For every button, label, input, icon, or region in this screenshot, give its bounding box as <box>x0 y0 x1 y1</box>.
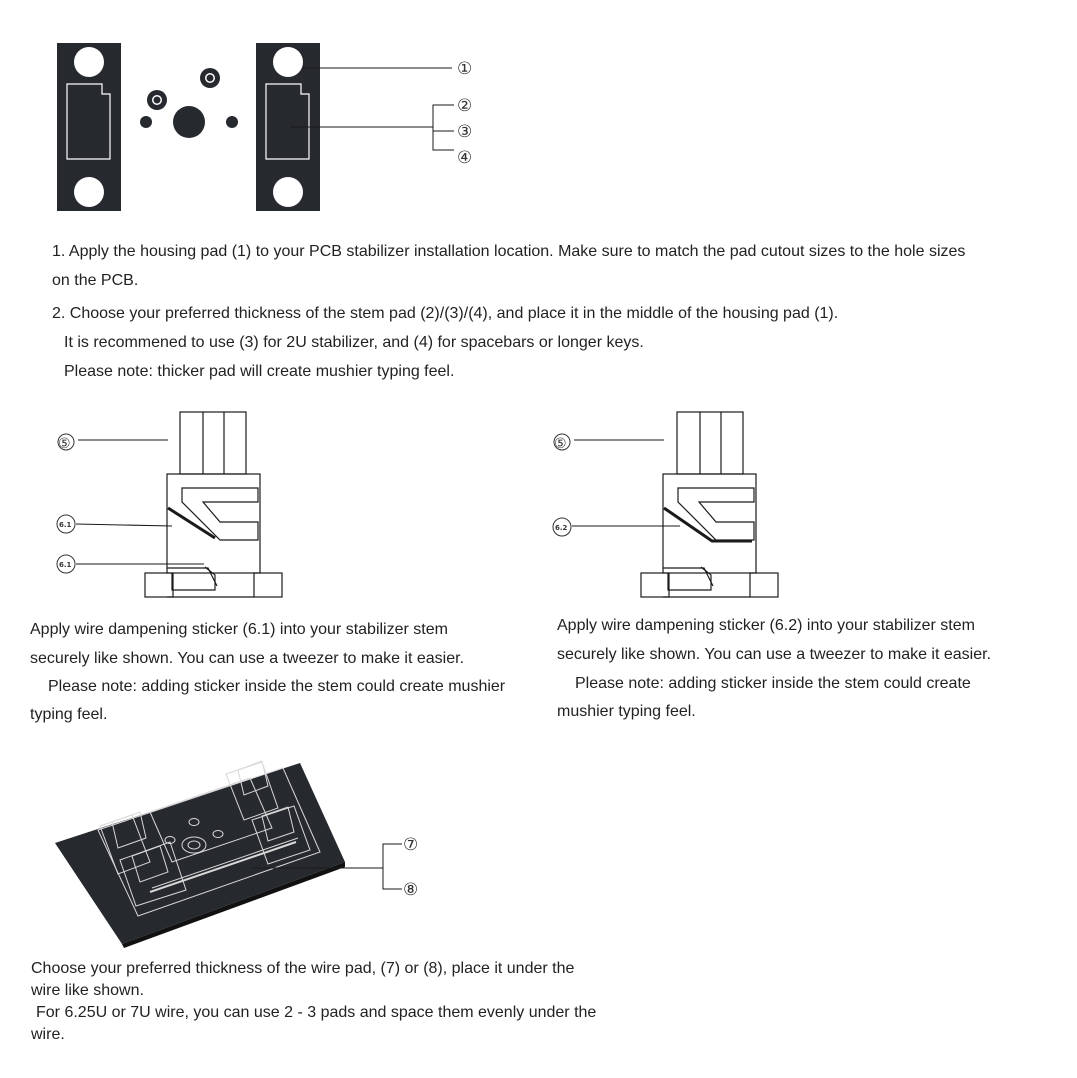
step1-line1: 1. Apply the housing pad (1) to your PCB stabilizer installation location. Make sure to match the pad cutout sizes to the hole sizes <box>52 243 966 260</box>
callout-1: ① <box>457 59 473 79</box>
step3-line2: wire like shown. <box>31 982 144 999</box>
callout-6-1-upper: 6.1 <box>59 521 72 529</box>
callout-3: ③ <box>457 122 473 142</box>
callout-7: ⑦ <box>403 835 419 855</box>
right-caption-line1: Apply wire dampening sticker (6.2) into your stabilizer stem <box>557 617 975 634</box>
step1-line2: on the PCB. <box>52 272 139 289</box>
step3-line4: wire. <box>31 1026 65 1043</box>
left-caption-line1: Apply wire dampening sticker (6.1) into your stabilizer stem <box>30 621 448 638</box>
right-caption-line4: mushier typing feel. <box>557 703 696 720</box>
left-caption-line3: Please note: adding sticker inside the stem could create mushier <box>48 678 506 695</box>
step2-line2: It is recommened to use (3) for 2U stabilizer, and (4) for spacebars or longer keys. <box>64 334 644 351</box>
callout-6-1-lower: 6.1 <box>59 561 72 569</box>
pcb-board <box>55 763 345 948</box>
step2-line3: Please note: thicker pad will create mushier typing feel. <box>64 363 455 380</box>
left-caption-line4: typing feel. <box>30 706 108 723</box>
step2-line1: 2. Choose your preferred thickness of the stem pad (2)/(3)/(4), and place it in the middle of the housing pad (1). <box>52 305 839 322</box>
callout-2: ② <box>457 96 473 116</box>
callout-6-2: 6.2 <box>555 524 568 532</box>
callout-8: ⑧ <box>403 880 419 900</box>
callout-5-right: ⑤ <box>554 436 567 452</box>
step3-line3: For 6.25U or 7U wire, you can use 2 - 3 pads and space them evenly under the <box>36 1004 597 1021</box>
callout-5-left: ⑤ <box>58 436 71 452</box>
right-caption-line2: securely like shown. You can use a tweezer to make it easier. <box>557 646 992 663</box>
callout-4: ④ <box>457 148 473 168</box>
right-caption-line3: Please note: adding sticker inside the stem could create <box>575 675 971 692</box>
left-caption-line2: securely like shown. You can use a tweezer to make it easier. <box>30 650 465 667</box>
step3-line1: Choose your preferred thickness of the wire pad, (7) or (8), place it under the <box>31 960 575 977</box>
